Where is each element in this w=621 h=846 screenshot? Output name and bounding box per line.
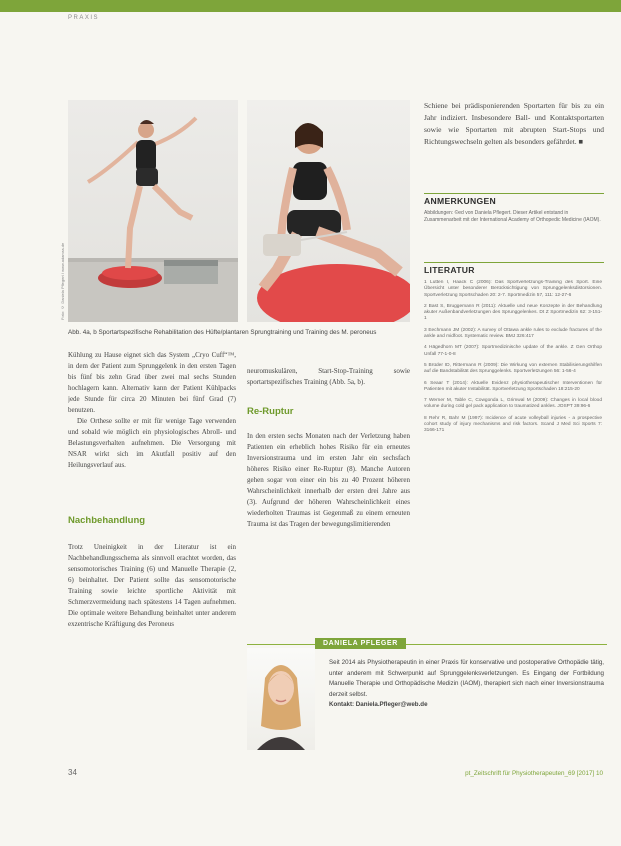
section-heading-nachbehandlung: Nachbehandlung xyxy=(68,515,146,526)
author-photo xyxy=(247,648,315,750)
reference-item: 3 Eechmann JM (2002): A survey of Ottawa ankle rules to exclude fractures of the ankle and midfoot. Systematic review. BMJ 326:417 xyxy=(424,327,602,340)
anmerkungen-heading: ANMERKUNGEN xyxy=(424,196,497,206)
reference-item: 4 Hägedhorn MT (2007): Sportmedizinische update of the ankle. Z Gen Orthop Unfall 77-1-0-8 xyxy=(424,345,602,357)
reference-item: 1 Lutten I, Haack C (2006): Das Sportverletzungs-Training des Sport. Eine Übersicht unter besonderer Berücksichtigung von Sprunggelenksdistorsionen. Sportverletzung Sportschaden 20: 2-7. Sportmedizin 57, 111: 12-27-6 xyxy=(424,280,602,298)
anmerkungen-text: Abbildungen: ©ed von Daniela Pflegert. Dieser Artikel entstand in Zusammenarbeit mit der International Academy of Orthopedic Medicine (IAOM). xyxy=(424,210,601,223)
journal-footer: pt_Zeitschrift für Physiotherapeuten_69 [2017] 10 xyxy=(465,770,603,777)
divider xyxy=(247,644,607,645)
paragraph: In den ersten sechs Monaten nach der Verletzung haben Patienten ein erheblich hohes Risiko für ein erneutes Inversionstrauma und im ersten Jahr ein sechsfach höheres Risiko einer Re-Ruptur (8). Manche Autoren gehen sogar von einer ein bis zu 40 Prozent höheren Wahrscheinlichkeit innerhalb der ersten drei Jahre aus (3). Aufgrund der höheren Wahrscheinlichkeit eines wiederholten Traumas ist Gegenmaß zu einem erneuten Trauma ist das Tragen der bewegungslimitierenden xyxy=(247,432,410,528)
paragraph: Die Orthese sollte er mit für wenige Tage verwenden und sobald wie möglich ein physiologisches Abroll- und Belastungsverhalten aufnehmen. Die Versorgung mit NSAR wirkt sich im Akutfall positiv auf den Heilungsverlauf aus. xyxy=(68,417,236,469)
figure-photo-band xyxy=(247,100,410,322)
reference-list xyxy=(424,280,602,585)
reference-item: 7 Werner M, Table C, Cowgonda L, Grimwal M (2009): Changes in local blood volume during cold gel pack application to traumatized ankles. JOSPT 39:96-6 xyxy=(424,398,602,410)
paragraph: neuromuskulären, Start-Stop-Training sowie sportartspezifisches Training (Abb. 5a, b). xyxy=(247,367,410,386)
left-column xyxy=(68,350,236,752)
author-name-badge: DANIELA PFLEGER xyxy=(315,638,406,649)
literatur-heading: LITERATUR xyxy=(424,265,475,275)
author-bio-text: Seit 2014 als Physiotherapeutin in einer Praxis für konservative und postoperative Orthopädie tätig, unter anderem mit Schwerpunkt auf Sprunggelenksverletzungen. Es Eingang der Fortbildung Manuelle Therapie und Orthopädische Medizin (IAOM), therapiert sich nach einer Inversionstrauma derzeit selbst. xyxy=(329,659,604,698)
middle-column xyxy=(247,366,410,626)
right-column-text: Schiene bei prädisponierenden Sportarten für bis zu ein Jahr indiziert. Insbesondere Ball- und Kontaktsportarten sowie wie Sportarten mit abrupten Start-Stops und Richtungswechseln gelten als besonders gefährdet. ■ xyxy=(424,101,604,146)
reference-item: 5 Brüder ID, Rittermann R (2009): Die Wirkung von externen Stabilisierungshilfen auf die Bandstabilität des Sprunggelenks. Sportverletzungen 56: 1-56-4 xyxy=(424,362,602,375)
author-contact: Kontakt: Daniela.Pfleger@web.de xyxy=(329,701,428,709)
author-bio xyxy=(329,658,604,711)
running-head: PRAXIS xyxy=(68,15,100,21)
paragraph: Kühlung zu Hause eignet sich das System „Cryo Cuff“™, in dem der Patient zum Sprunggelenk in den ersten Tagen bis fünf bis zehn Grad über zwei mal sechs Stunden hochlagern kann. Alternativ kann der Patient Kühlpacks jede Stunde für circa 20 Minuten bei fünf Grad (7) benutzen. xyxy=(68,351,236,414)
paragraph: Trotz Uneinigkeit in der Literatur ist ein Nachbehandlungsschema als sinnvoll erachtet worden, das sensomotorisches Training (6) und Manuelle Therapie (2, 6) beinhaltet. Der Patient sollte das sensomotorische Training sowie leichte sportliche Aktivität mit Schmerzvermeidung nach spätestens 14 Tagen aufnehmen. Die optimale weitere Behandlung beinhaltet unter anderem exzentrische Kräftigung des Peroneus xyxy=(68,543,236,628)
photo-credit: Foto: © Daniela Pflegert / www.adamss.de xyxy=(60,242,65,320)
section-heading-re-ruptur: Re-Ruptur xyxy=(247,406,294,417)
author-box xyxy=(247,636,607,750)
figure-caption: Abb. 4a, b Sportartspezifische Rehabilitation des Hüfte/plantaren Sprungtraining und Training des M. peroneus xyxy=(68,329,377,336)
band-exercise-illustration xyxy=(247,100,410,322)
author-portrait xyxy=(247,648,315,750)
divider xyxy=(424,193,604,194)
balance-exercise-illustration xyxy=(68,100,238,322)
figure-photo-balance xyxy=(68,100,238,322)
reference-item: 2 Bast S, Bruggemann R (2011): Aktuelle und neue Konzepte in der Behandlung akuter Außenbandverletzungen des Sprunggelenkes. Dt Z Sportmedizin 62: 3-151-1 xyxy=(424,303,602,322)
top-color-bar xyxy=(0,0,621,12)
reference-item: 6 Seaar T (2014): Aktuelle Evidenz physiotherapeutischer Interventionen für Patienten mit akuter Instabilität. Sportverletzung Sportschaden 18:215-20 xyxy=(424,380,602,392)
reference-item: 8 Rehr R, Bahr M (1997): Incidence of acute volleyball injuries - a prospective cohort study of injury mechanisms and risk factors. Scand J Med Sci Sports 7: 3166-171 xyxy=(424,415,602,434)
divider xyxy=(424,262,604,263)
page-number: 34 xyxy=(68,768,77,777)
